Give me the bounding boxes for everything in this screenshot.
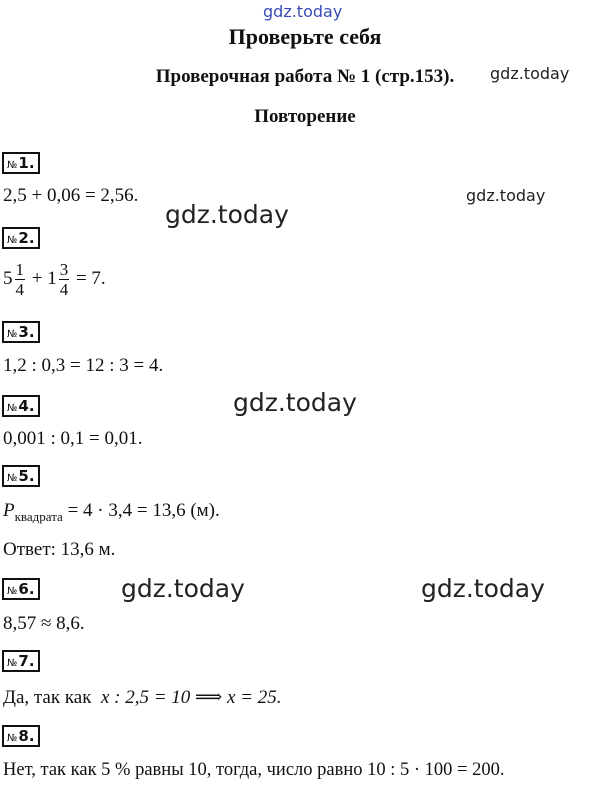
task-number-box: №6. bbox=[2, 578, 40, 600]
section-title: Повторение bbox=[254, 106, 356, 127]
task-number-box: №7. bbox=[2, 650, 40, 672]
watermark: gdz.today bbox=[233, 388, 357, 417]
watermark: gdz.today bbox=[165, 200, 289, 229]
task-number-box: №4. bbox=[2, 395, 40, 417]
watermark: gdz.today bbox=[490, 64, 570, 83]
fraction: $\frac{1}{4}$ bbox=[15, 260, 24, 299]
page-title: Проверьте себя bbox=[228, 24, 382, 49]
task-5-solution: $P_{квадрата} = 4 \cdot 3,4 = 13,6$ (м). bbox=[3, 500, 220, 524]
task-number-box: №3. bbox=[2, 321, 40, 343]
task-1-solution: 2,5 + 0,06 = 2,56. bbox=[3, 185, 139, 206]
page-subtitle: Проверочная работа № 1 (стр.153). bbox=[155, 66, 455, 87]
task-8-solution: Нет, так как 5 % равны 10, тогда, число равно 10 : 5 · 100 = 200. bbox=[3, 760, 505, 780]
task-2-solution: 5 $\frac{1}{4}$ + 1 $\frac{3}{4}$ = 7. bbox=[3, 260, 106, 299]
task-number-box: №1. bbox=[2, 152, 40, 174]
watermark: gdz.today bbox=[121, 574, 245, 603]
watermark: gdz.today bbox=[466, 186, 546, 205]
task-number-box: №5. bbox=[2, 465, 40, 487]
watermark: gdz.today bbox=[421, 574, 545, 603]
task-3-solution: 1,2 : 0,3 = 12 : 3 = 4. bbox=[3, 355, 164, 376]
fraction: $\frac{3}{4}$ bbox=[59, 260, 69, 299]
task-number-box: №8. bbox=[2, 725, 40, 747]
task-6-solution: 8,57 ≈ 8,6. bbox=[3, 613, 85, 634]
task-5-answer: Ответ: 13,6 м. bbox=[3, 539, 116, 560]
watermark-top: gdz.today bbox=[263, 2, 343, 21]
task-7-solution: Да, так как x : 2,5 = 10 ⟹ x = 25. bbox=[3, 687, 282, 708]
task-number-box: №2. bbox=[2, 227, 40, 249]
task-4-solution: 0,001 : 0,1 = 0,01. bbox=[3, 428, 143, 449]
